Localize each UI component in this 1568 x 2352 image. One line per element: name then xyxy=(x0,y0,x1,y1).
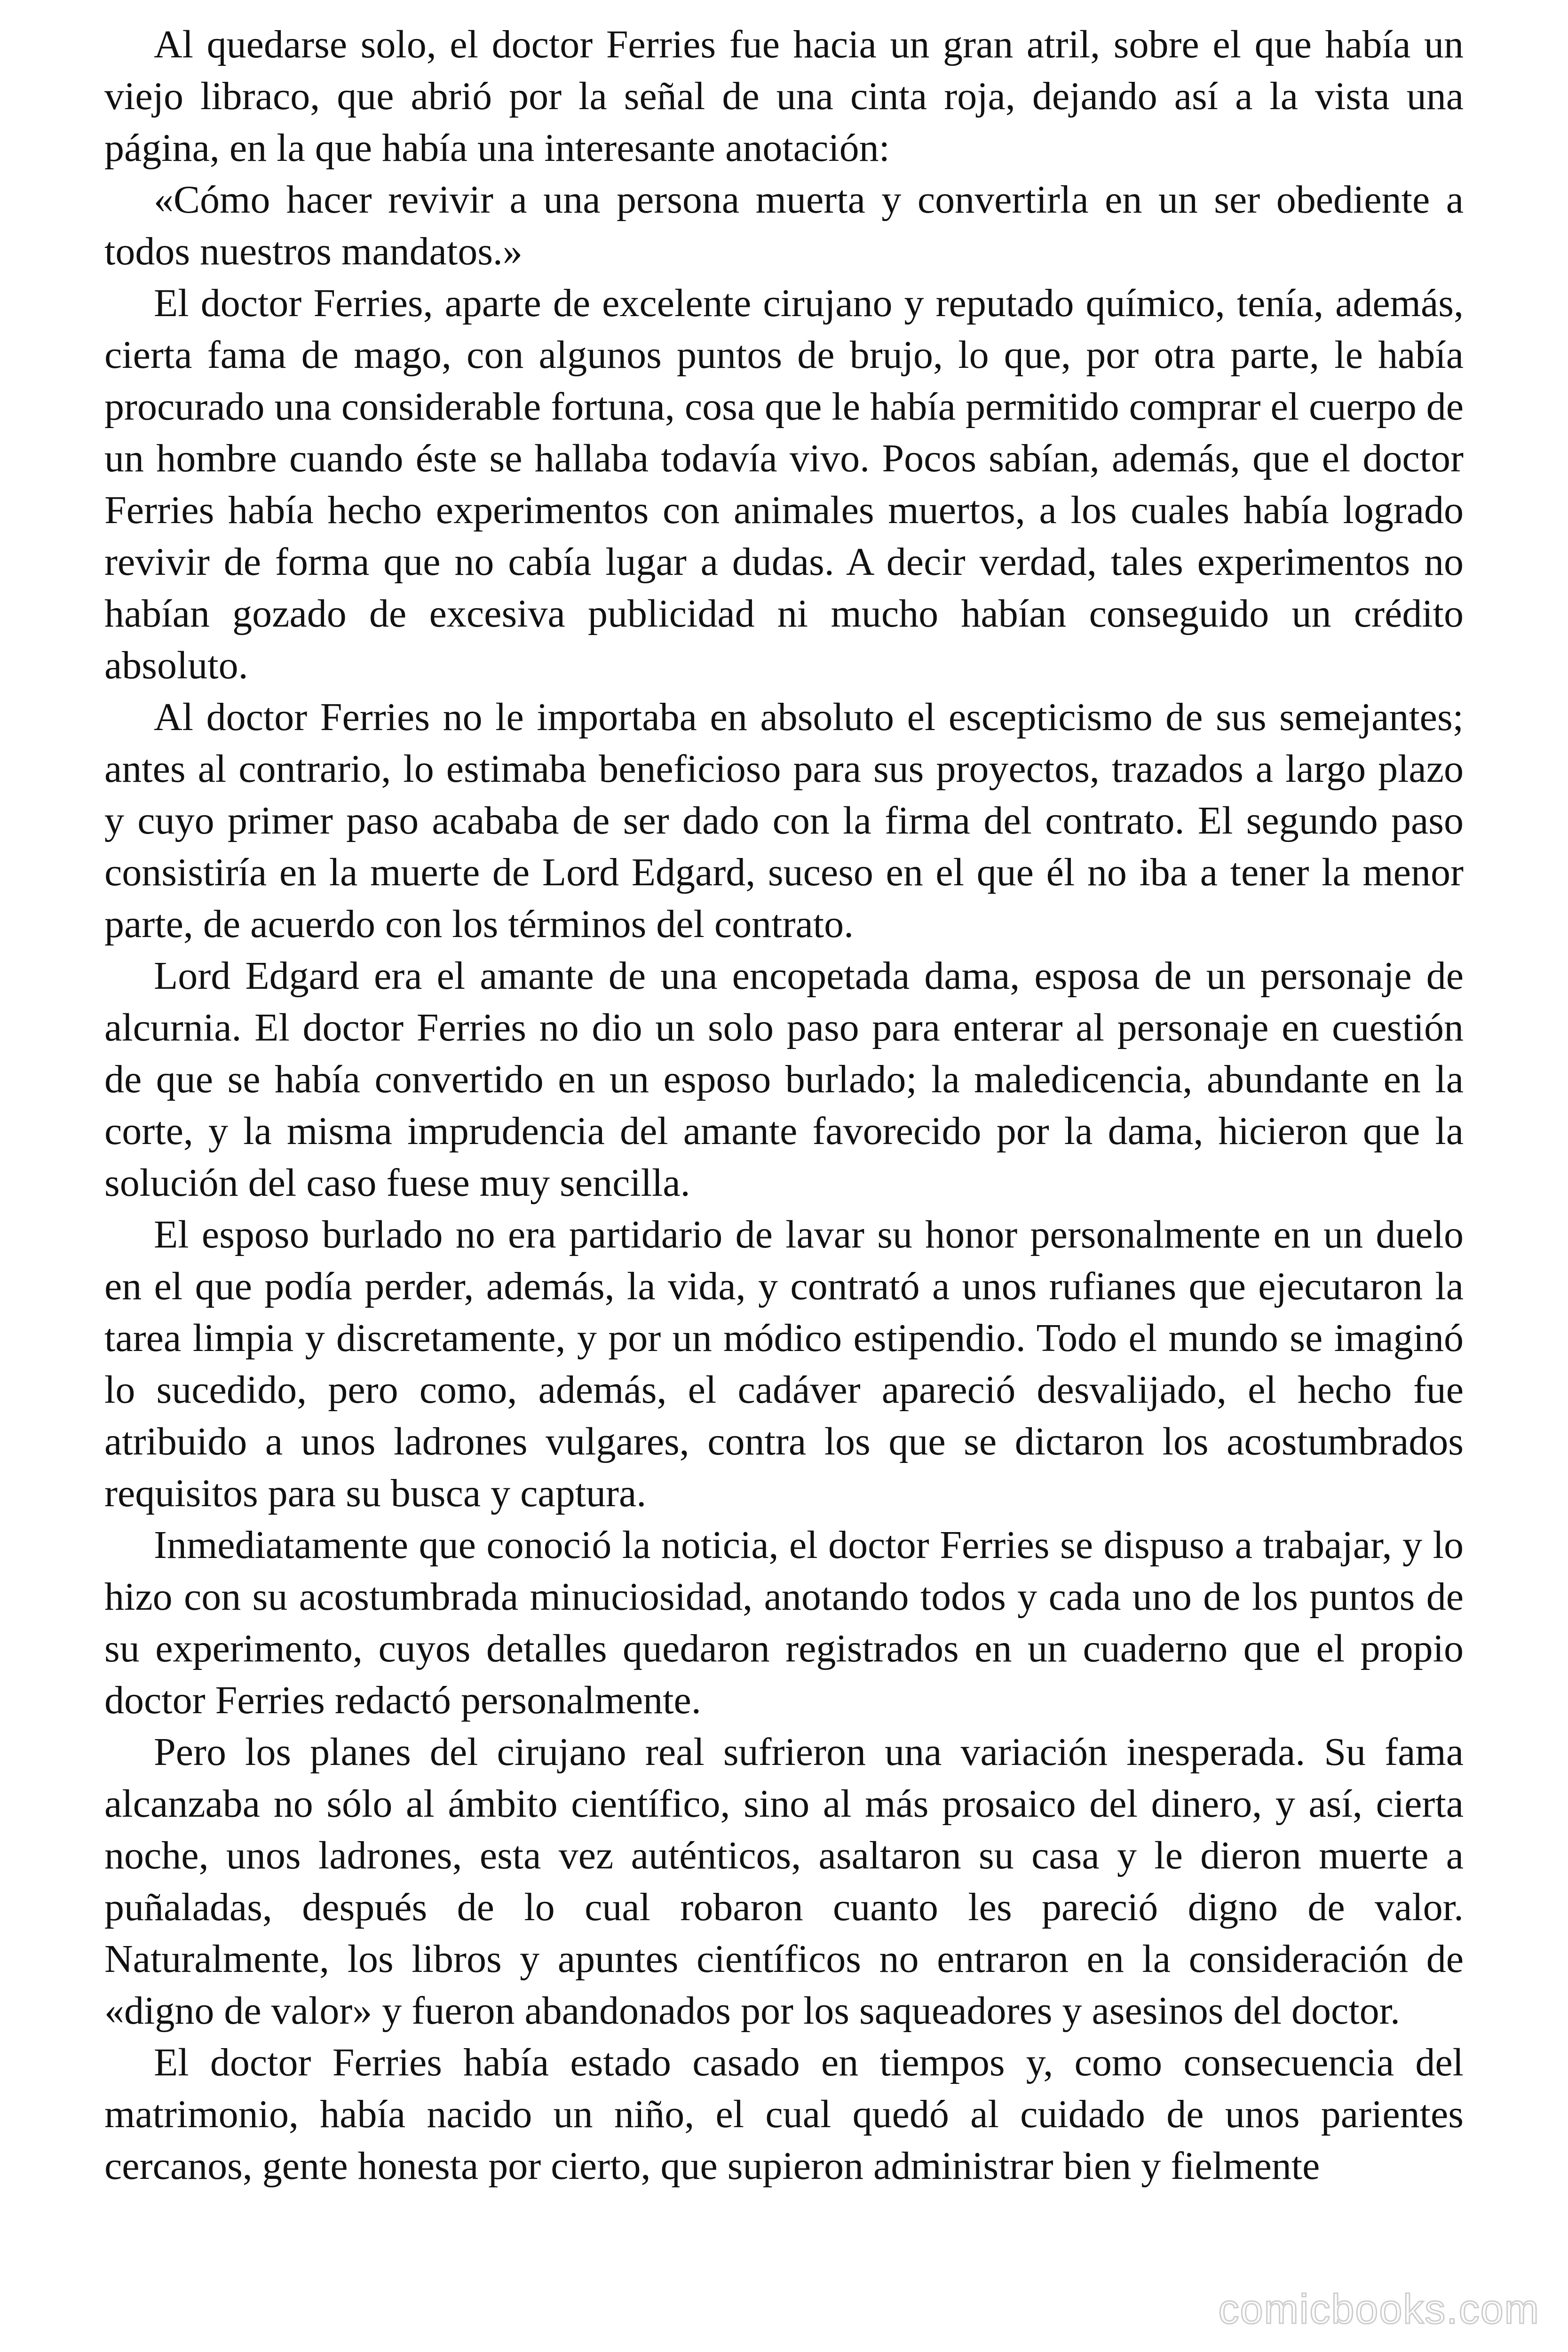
paragraph: Inmediatamente que conoció la noticia, el doctor Ferries se dispuso a trabajar, y lo hizo con su acostumbrada minuciosidad, anotando todos y cada uno de los puntos de su experimento, cuyos detalles quedaron registrados en un cuaderno que el propio doctor Ferries redactó personalmente. xyxy=(104,1523,1464,1722)
body-text xyxy=(104,19,1464,2192)
paragraph: «Cómo hacer revivir a una persona muerta y convertirla en un ser obediente a todos nuestros mandatos.» xyxy=(104,178,1464,273)
paragraph: Al doctor Ferries no le importaba en absoluto el escepticismo de sus semejantes; antes al contrario, lo estimaba beneficioso para sus proyectos, trazados a largo plazo y cuyo primer paso acababa de ser dado con la firma del contrato. El segundo paso consistiría en la muerte de Lord Edgard, suceso en el que él no iba a tener la menor parte, de acuerdo con los términos del contrato. xyxy=(104,695,1464,946)
paragraph: Al quedarse solo, el doctor Ferries fue hacia un gran atril, sobre el que había un viejo libraco, que abrió por la señal de una cinta roja, dejando así a la vista una página, en la que había una interesante anotación: xyxy=(104,23,1464,170)
paragraph: El doctor Ferries había estado casado en tiempos y, como consecuencia del matrimonio, había nacido un niño, el cual quedó al cuidado de unos parientes cercanos, gente honesta por cierto, que supieron administrar bien y fielmente xyxy=(104,2041,1464,2188)
watermark: comicbooks.com xyxy=(1218,2286,1540,2332)
paragraph: El esposo burlado no era partidario de lavar su honor personalmente en un duelo en el que podía perder, además, la vida, y contrató a unos rufianes que ejecutaron la tarea limpia y discretamente, y por un módico estipendio. Todo el mundo se imaginó lo sucedido, pero como, además, el cadáver apareció desvalijado, el hecho fue atribuido a unos ladrones vulgares, contra los que se dictaron los acostumbrados requisitos para su busca y captura. xyxy=(104,1213,1464,1515)
paragraph: Pero los planes del cirujano real sufrieron una variación inesperada. Su fama alcanzaba no sólo al ámbito científico, sino al más prosaico del dinero, y así, cierta noche, unos ladrones, esta vez auténticos, asaltaron su casa y le dieron muerte a puñaladas, después de lo cual robaron cuanto les pareció digno de valor. Naturalmente, los libros y apuntes científicos no entraron en la consideración de «digno de valor» y fueron abandonados por los saqueadores y asesinos del doctor. xyxy=(104,1730,1464,2033)
paragraph: El doctor Ferries, aparte de excelente cirujano y reputado químico, tenía, además, cierta fama de mago, con algunos puntos de brujo, lo que, por otra parte, le había procurado una considerable fortuna, cosa que le había permitido comprar el cuerpo de un hombre cuando éste se hallaba todavía vivo. Pocos sabían, además, que el doctor Ferries había hecho experimentos con animales muertos, a los cuales había logrado revivir de forma que no cabía lugar a dudas. A decir verdad, tales experimentos no habían gozado de excesiva publicidad ni mucho habían conseguido un crédito absoluto. xyxy=(104,281,1464,687)
paragraph: Lord Edgard era el amante de una encopetada dama, esposa de un personaje de alcurnia. El doctor Ferries no dio un solo paso para enterar al personaje en cuestión de que se había convertido en un esposo burlado; la maledicencia, abundante en la corte, y la misma imprudencia del amante favorecido por la dama, hicieron que la solución del caso fuese muy sencilla. xyxy=(104,954,1464,1205)
